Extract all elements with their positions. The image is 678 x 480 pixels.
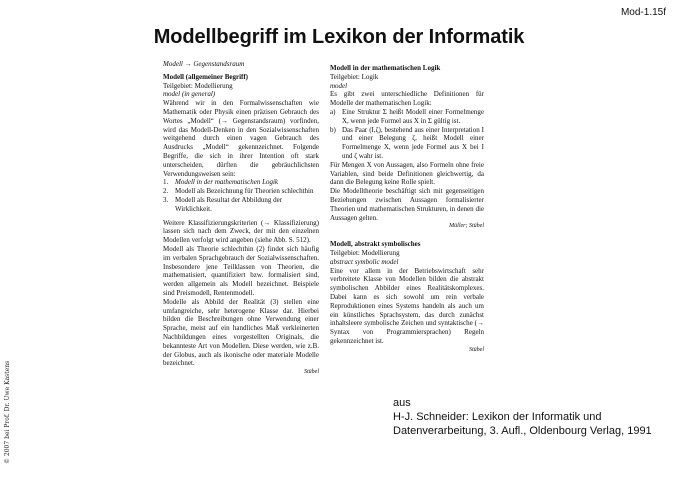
list-number: 3.: [163, 195, 169, 204]
entry-paragraph: Es gibt zwei unterschiedliche Definitionen für Modelle der mathematischen Logik:: [330, 90, 484, 108]
author-signature: Stübel: [304, 369, 319, 376]
list-number: 1.: [163, 178, 169, 187]
entry-subject: Teilgebiet: Modellierung: [330, 248, 400, 257]
entry-paragraph: Die Modelltheorie beschäftigt sich mit gegenseitigen Beziehungen zwischen Aussagen formalisierter Theorien und mathematischen Strukturen, in denen die Aussagen gelten.: [330, 187, 484, 222]
source-citation: [393, 396, 652, 438]
entry-subject: Teilgebiet: Modellierung: [163, 81, 233, 90]
source-line: Datenverarbeitung, 3. Aufl., Oldenbourg Verlag, 1991: [393, 425, 652, 437]
entry-heading: Modell, abstrakt symbolisches: [330, 240, 421, 249]
list-number: b): [330, 125, 336, 134]
list-number: 2.: [163, 187, 169, 196]
entry-heading: Modell (allgemeiner Begriff): [163, 72, 249, 81]
list-item: [330, 108, 484, 126]
list-item: [330, 126, 484, 161]
source-line: H-J. Schneider: Lexikon der Informatik und: [393, 411, 602, 423]
entry-subject: Teilgebiet: Logik: [330, 72, 379, 81]
crossref-entry: Modell → Gegenstandsraum: [163, 60, 245, 68]
left-column: [163, 60, 319, 377]
list-item: [163, 187, 319, 196]
author-signature: Stübel: [469, 346, 484, 353]
page-title: Modellbegriff im Lexikon der Informatik: [153, 26, 525, 48]
entry-paragraph: Während wir in den Formalwissenschaften wie Mathematik oder Physik einen präzisen Gebrauch des Wortes „Modell“ (→ Gegenstandsraum) vorfinden, wird das Modell-Denken in den Sozialwissenschaften weitgehend durch einen vagen Gebrauch des Ausdrucks „Modell“ gekennzeichnet. Folgende Begriffe, die sich in ihrer Intention oft stark unterscheiden, dürften die gebräuchlichsten Verwendungsweisen sein:: [163, 99, 319, 178]
entry-paragraph: Für Mengen X von Aussagen, also Formeln ohne freie Variablen, sind beide Definitionen gleichwertig, da dann die Belegung keine Rolle spielt.: [330, 160, 484, 187]
list-text: Das Paar (I,ζ), bestehend aus einer Interpretation I und einer Belegung ζ, heißt Modell einer Formelmenge X, wenn jede Formel aus X bei I und ζ wahr ist.: [342, 125, 484, 160]
list-text: Eine Struktur Σ heißt Modell einer Formelmenge X, wenn jede Formel aus X in Σ gültig ist.: [342, 107, 484, 125]
slide-code: Mod-1.15f: [620, 7, 666, 18]
list-text: Modell in der mathematischen Logik: [175, 178, 279, 187]
copyright-notice: © 2007 bei Prof. Dr. Uwe Kastens: [4, 360, 11, 464]
entry-english: model: [330, 81, 348, 90]
entry-english: abstract symbolic model: [330, 257, 399, 266]
entry-paragraph: Eine vor allem in der Betriebswirtschaft sehr verbreitete Klasse von Modellen bilden die abstrakt symbolischen Abbilder eines Realitätskomplexes. Dabei kann es sich sowohl um rein verbale Reproduktionen eines Systems handeln als auch um ein künstliches Sprachsystem, das durch zunächst inhaltsleere symbolische Zeichen und syntaktische (→ Syntax von Programmiersprachen) Regeln gekennzeichnet ist.: [330, 266, 484, 345]
entry-english: model (in general): [163, 90, 216, 99]
entry-paragraph: Modelle als Abbild der Realität (3) stellen eine umfangreiche, sehr heterogene Klasse dar. Hierbei bilden die Beschreibungen ohne Verwendung einer Sprache, meist auf ein handliches Maß verkleinerten Nachbildungen eines vorgestellten Originals, die bekannteste Art von Modellen. Diese werden, wie z.B. der Globus, auch als ikonische oder materiale Modelle bezeichnet.: [163, 297, 319, 368]
list-item: [163, 196, 319, 214]
entry-heading: Modell in der mathematischen Logik: [330, 64, 441, 72]
entry-paragraph: Modell als Theorie schlechthin (2) findet sich häufig im verbalen Sprachgebrauch der Sozialwissenschaften. Insbesondere jene Teilklassen von Theorien, die mathematisiert, quantifiziert bzw. formalisiert sind, werden allgemein als Modell bezeichnet. Beispiele sind Preismodell, Rentenmodell.: [163, 244, 319, 297]
list-number: a): [330, 107, 336, 116]
entry-paragraph: Weitere Klassifizierungskriterien (→ Klassifizierung) lassen sich nach dem Zweck, der mit den einzelnen Modellen verfolgt wird angeben (siehe Abb. S. 512).: [163, 218, 319, 245]
author-signature: Müller; Stübel: [449, 223, 484, 230]
list-text: Modell als Bezeichnung für Theorien schlechthin: [175, 187, 314, 196]
right-column: [330, 60, 484, 355]
source-line: aus: [393, 397, 411, 409]
list-item: [163, 178, 319, 187]
list-text: Modell als Resultat der Abbildung der Wirklichkeit.: [175, 195, 283, 213]
